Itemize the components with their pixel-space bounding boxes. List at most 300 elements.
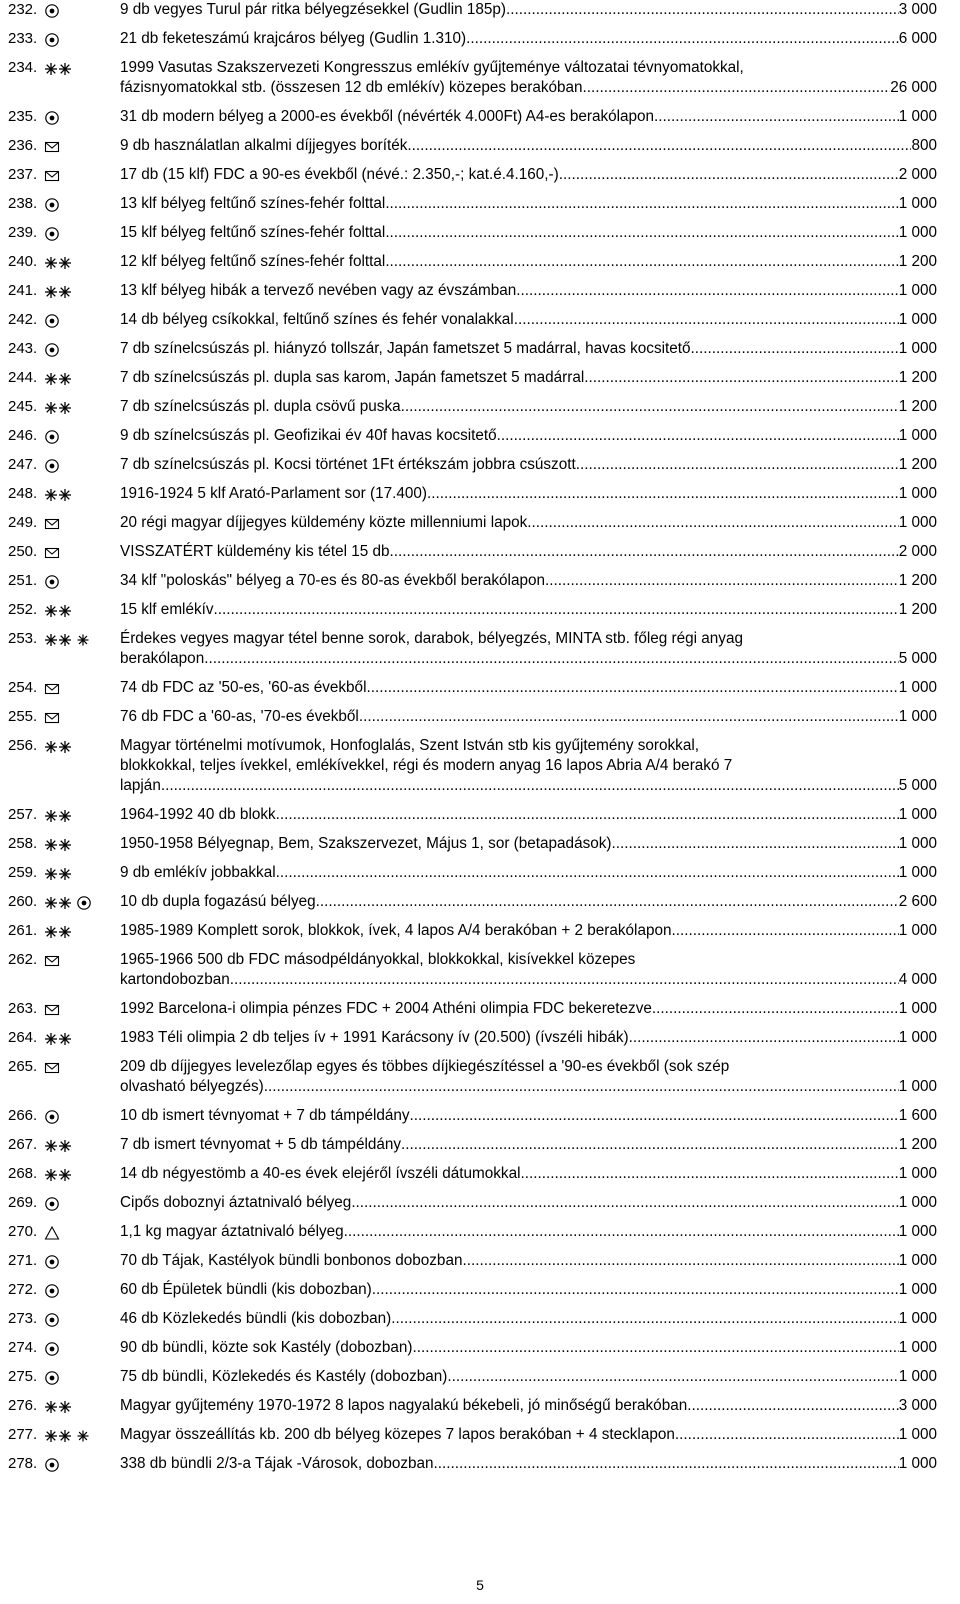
stamp-mint-double-icon bbox=[44, 603, 72, 619]
lot-number: 239. bbox=[8, 224, 38, 241]
lot-price-row bbox=[120, 310, 937, 330]
lot-description-line: fázisnyomatokkal stb. (összesen 12 db emlékív) közepes berakóban bbox=[120, 79, 583, 96]
lot-number: 275. bbox=[8, 1368, 38, 1385]
lot-condition-icons bbox=[44, 197, 60, 213]
lot-price-row bbox=[120, 1425, 937, 1445]
envelope-icon bbox=[44, 139, 60, 155]
lot-number: 247. bbox=[8, 456, 38, 473]
lot-description bbox=[120, 1251, 937, 1271]
lot-price-row bbox=[120, 1396, 937, 1416]
lot-description-line: VISSZATÉRT küldemény kis tétel 15 db bbox=[120, 543, 390, 560]
dot-leader bbox=[576, 455, 899, 475]
lot-condition-icons bbox=[44, 429, 60, 445]
stamp-used-icon bbox=[44, 313, 60, 329]
lot-condition-icons bbox=[44, 1341, 60, 1357]
stamp-used-icon bbox=[44, 1109, 60, 1125]
lot-description bbox=[120, 892, 937, 912]
lot-description bbox=[120, 58, 937, 98]
dot-leader bbox=[230, 970, 899, 990]
lot-price-row bbox=[120, 339, 937, 359]
lot-price-row bbox=[120, 1028, 937, 1048]
lot-price: 1 000 bbox=[898, 311, 937, 328]
lot-condition-icons bbox=[44, 1031, 72, 1047]
lot-price-row bbox=[120, 281, 937, 301]
lot-description bbox=[120, 1106, 937, 1126]
lot-price: 1 000 bbox=[898, 1455, 937, 1472]
lot-description bbox=[120, 0, 937, 20]
lot-description bbox=[120, 805, 937, 825]
lot-price: 1 000 bbox=[898, 1281, 937, 1298]
dot-leader bbox=[264, 1077, 899, 1097]
lot-description bbox=[120, 629, 937, 669]
lot-condition-icons bbox=[44, 837, 72, 853]
lot-number: 272. bbox=[8, 1281, 38, 1298]
lot-price: 1 000 bbox=[898, 679, 937, 696]
lot-price-row bbox=[120, 252, 937, 272]
lot-number: 257. bbox=[8, 806, 38, 823]
lot-description bbox=[120, 107, 937, 127]
dot-leader bbox=[385, 223, 898, 243]
dot-leader bbox=[652, 999, 899, 1019]
lot-price-row bbox=[120, 776, 937, 796]
lot-number: 246. bbox=[8, 427, 38, 444]
lot-price: 1 200 bbox=[898, 398, 937, 415]
stamp-mint-double-icon bbox=[44, 866, 72, 882]
lot-price: 1 000 bbox=[898, 1029, 937, 1046]
stamp-mint-double-icon bbox=[44, 61, 72, 77]
lot-price-row bbox=[120, 600, 937, 620]
lot-price: 1 000 bbox=[898, 1000, 937, 1017]
lot-description bbox=[120, 999, 937, 1019]
dot-leader bbox=[390, 542, 899, 562]
lot-price: 1 000 bbox=[898, 1165, 937, 1182]
lot-description bbox=[120, 281, 937, 301]
lot-price: 1 000 bbox=[898, 1252, 937, 1269]
dot-leader bbox=[276, 863, 899, 883]
lot-description bbox=[120, 513, 937, 533]
lot-description-line: 10 db dupla fogazású bélyeg bbox=[120, 893, 316, 910]
lot-price: 4 000 bbox=[898, 971, 937, 988]
lot-description bbox=[120, 1309, 937, 1329]
lot-description bbox=[120, 921, 937, 941]
lot-description-line: 75 db bündli, Közlekedés és Kastély (dobozban) bbox=[120, 1368, 448, 1385]
lot-condition-icons bbox=[44, 255, 72, 271]
lot-description-line: 60 db Épületek bündli (kis dobozban) bbox=[120, 1281, 372, 1298]
lot-number: 277. bbox=[8, 1426, 38, 1443]
dot-leader bbox=[214, 600, 899, 620]
lot-price: 2 000 bbox=[898, 166, 937, 183]
lot-condition-icons bbox=[44, 168, 60, 184]
lot-price-row bbox=[120, 542, 937, 562]
lot-price: 1 000 bbox=[898, 108, 937, 125]
lot-number: 264. bbox=[8, 1029, 38, 1046]
lot-condition-icons bbox=[44, 3, 60, 19]
envelope-icon bbox=[44, 168, 60, 184]
dot-leader bbox=[611, 834, 898, 854]
lot-price: 1 000 bbox=[898, 806, 937, 823]
lot-description bbox=[120, 1396, 937, 1416]
lot-description-line: 1916-1924 5 klf Arató-Parlament sor (17.400) bbox=[120, 485, 427, 502]
lot-price-row bbox=[120, 1106, 937, 1126]
lot-description-line: olvasható bélyegzés) bbox=[120, 1078, 264, 1095]
lot-description-line: 15 klf bélyeg feltűnő színes-fehér folttal bbox=[120, 224, 386, 241]
lot-description bbox=[120, 834, 937, 854]
lot-condition-icons bbox=[44, 1254, 60, 1270]
lot-description-line: 1,1 kg magyar áztatnivaló bélyeg bbox=[120, 1223, 344, 1240]
lot-description-line: 14 db bélyeg csíkokkal, feltűnő színes és fehér vonalakkal bbox=[120, 311, 514, 328]
dot-leader bbox=[276, 805, 899, 825]
lot-description-line: 1983 Téli olimpia 2 db teljes ív + 1991 Karácsony ív (20.500) (ívszéli hibák) bbox=[120, 1029, 629, 1046]
lot-description bbox=[120, 571, 937, 591]
lot-condition-icons bbox=[44, 808, 72, 824]
lot-condition-icons bbox=[44, 1283, 60, 1299]
dot-leader bbox=[654, 107, 899, 127]
dot-leader bbox=[385, 194, 898, 214]
lot-price: 1 200 bbox=[898, 601, 937, 618]
lot-price-row bbox=[120, 426, 937, 446]
lot-number: 258. bbox=[8, 835, 38, 852]
stamp-hinged-icon bbox=[76, 1428, 90, 1444]
lot-price-row bbox=[120, 484, 937, 504]
stamp-used-icon bbox=[44, 110, 60, 126]
lot-description-line: 70 db Tájak, Kastélyok bündli bonbonos dobozban bbox=[120, 1252, 463, 1269]
lot-number: 262. bbox=[8, 951, 38, 968]
lot-description-line: 1999 Vasutas Szakszervezeti Kongresszus emlékív gyűjteménye változatai tévnyomatokkal, bbox=[120, 59, 744, 76]
lot-condition-icons bbox=[44, 1196, 60, 1212]
lot-description-line: 9 db vegyes Turul pár ritka bélyegzésekkel (Gudlin 185p) bbox=[120, 1, 507, 18]
stamp-mint-double-icon bbox=[44, 487, 72, 503]
lot-description bbox=[120, 1164, 937, 1184]
lot-description bbox=[120, 707, 937, 727]
lot-description bbox=[120, 339, 937, 359]
lot-number: 244. bbox=[8, 369, 38, 386]
lot-description bbox=[120, 1193, 937, 1213]
lot-description bbox=[120, 136, 937, 156]
dot-leader bbox=[506, 0, 899, 20]
lot-price: 1 000 bbox=[898, 1078, 937, 1095]
stamp-used-icon bbox=[44, 1196, 60, 1212]
lot-number: 249. bbox=[8, 514, 38, 531]
dot-leader bbox=[434, 1454, 899, 1474]
lot-condition-icons bbox=[44, 226, 60, 242]
lot-description bbox=[120, 194, 937, 214]
lot-number: 232. bbox=[8, 1, 38, 18]
dot-leader bbox=[559, 165, 899, 185]
lot-description-line: Magyar összeállítás kb. 200 db bélyeg közepes 7 lapos berakóban + 4 stecklapon bbox=[120, 1426, 675, 1443]
lot-price-row bbox=[120, 1367, 937, 1387]
lot-number: 254. bbox=[8, 679, 38, 696]
lot-description bbox=[120, 455, 937, 475]
lot-number: 259. bbox=[8, 864, 38, 881]
lot-price-row bbox=[120, 107, 937, 127]
lot-description bbox=[120, 165, 937, 185]
lot-description-line: Magyar gyűjtemény 1970-1972 8 lapos nagyalakú békebeli, jó minőségű berakóban bbox=[120, 1397, 688, 1414]
lot-description bbox=[120, 863, 937, 883]
lot-price: 1 000 bbox=[898, 224, 937, 241]
envelope-icon bbox=[44, 1060, 60, 1076]
lot-condition-icons bbox=[44, 32, 60, 48]
lot-number: 242. bbox=[8, 311, 38, 328]
lot-description bbox=[120, 1425, 937, 1445]
lot-number: 240. bbox=[8, 253, 38, 270]
lot-description-line: 338 db bündli 2/3-a Tájak -Városok, dobozban bbox=[120, 1455, 434, 1472]
lot-number: 248. bbox=[8, 485, 38, 502]
lot-price: 1 000 bbox=[898, 835, 937, 852]
lot-price-row bbox=[120, 1077, 937, 1097]
lot-description bbox=[120, 1280, 937, 1300]
lot-number: 263. bbox=[8, 1000, 38, 1017]
lot-number: 273. bbox=[8, 1310, 38, 1327]
lot-description-line: 1985-1989 Komplett sorok, blokkok, ívek, 4 lapos A/4 berakóban + 2 berakólapon bbox=[120, 922, 672, 939]
lot-number: 243. bbox=[8, 340, 38, 357]
lot-description bbox=[120, 484, 937, 504]
lot-price: 6 000 bbox=[898, 30, 937, 47]
dot-leader bbox=[584, 368, 898, 388]
page-number: 5 bbox=[476, 1577, 484, 1593]
stamp-mint-double-icon bbox=[44, 924, 72, 940]
stamp-mint-double-icon bbox=[44, 400, 72, 416]
lot-price-row bbox=[120, 368, 937, 388]
dot-leader bbox=[359, 707, 899, 727]
lot-price-row bbox=[120, 1222, 937, 1242]
lot-number: 252. bbox=[8, 601, 38, 618]
lot-description bbox=[120, 1135, 937, 1155]
lot-description bbox=[120, 223, 937, 243]
lot-price: 1 000 bbox=[898, 340, 937, 357]
lot-price-row bbox=[120, 834, 937, 854]
lot-description-line: 13 klf bélyeg feltűnő színes-fehér folttal bbox=[120, 195, 386, 212]
lot-price-row bbox=[120, 1309, 937, 1329]
stamp-used-icon bbox=[44, 1341, 60, 1357]
lot-price-row bbox=[120, 678, 937, 698]
lot-condition-icons bbox=[44, 1138, 72, 1154]
lot-condition-icons bbox=[44, 284, 72, 300]
lot-price: 1 200 bbox=[898, 1136, 937, 1153]
envelope-icon bbox=[44, 953, 60, 969]
lot-condition-icons bbox=[44, 866, 72, 882]
lot-price: 1 200 bbox=[898, 369, 937, 386]
lot-description bbox=[120, 1338, 937, 1358]
lot-description-line: 31 db modern bélyeg a 2000-es évekből (névérték 4.000Ft) A4-es berakólapon bbox=[120, 108, 655, 125]
dot-leader bbox=[407, 136, 911, 156]
lot-description-line: 7 db színelcsúszás pl. dupla csövű puska bbox=[120, 398, 401, 415]
lot-description-line: 13 klf bélyeg hibák a tervező nevében vagy az évszámban bbox=[120, 282, 517, 299]
lot-price-row bbox=[120, 1251, 937, 1271]
stamp-mint-double-icon bbox=[44, 837, 72, 853]
lot-number: 251. bbox=[8, 572, 38, 589]
lot-number: 267. bbox=[8, 1136, 38, 1153]
dot-leader bbox=[351, 1193, 898, 1213]
dot-leader bbox=[687, 1396, 899, 1416]
lot-condition-icons bbox=[44, 1060, 60, 1076]
lot-price-row bbox=[120, 1454, 937, 1474]
lot-description-line: 14 db négyestömb a 40-es évek elejéről ívszéli dátumokkal bbox=[120, 1165, 521, 1182]
lot-condition-icons bbox=[44, 139, 60, 155]
lot-description bbox=[120, 29, 937, 49]
lot-number: 271. bbox=[8, 1252, 38, 1269]
dot-leader bbox=[344, 1222, 899, 1242]
lot-price-row bbox=[120, 136, 937, 156]
dot-leader bbox=[527, 513, 898, 533]
envelope-icon bbox=[44, 545, 60, 561]
stamp-mint-double-icon bbox=[44, 895, 72, 911]
lot-condition-icons bbox=[44, 1167, 72, 1183]
stamp-used-icon bbox=[44, 1283, 60, 1299]
dot-leader bbox=[497, 426, 899, 446]
lot-description-line: 21 db feketeszámú krajcáros bélyeg (Gudlin 1.310) bbox=[120, 30, 467, 47]
lot-description bbox=[120, 252, 937, 272]
lot-price-row bbox=[120, 892, 937, 912]
lot-price: 1 200 bbox=[898, 572, 937, 589]
lot-condition-icons bbox=[44, 1370, 60, 1386]
stamp-used-icon bbox=[44, 32, 60, 48]
lot-condition-icons bbox=[44, 487, 72, 503]
envelope-icon bbox=[44, 1002, 60, 1018]
lot-price-row bbox=[120, 29, 937, 49]
lot-price-row bbox=[120, 571, 937, 591]
lot-description-line: Magyar történelmi motívumok, Honfoglalás, Szent István stb kis gyűjtemény sorokkal, bbox=[120, 737, 699, 754]
lot-price: 5 000 bbox=[898, 650, 937, 667]
stamp-used-icon bbox=[44, 1370, 60, 1386]
lot-description-line: Cipős doboznyi áztatnivaló bélyeg bbox=[120, 1194, 352, 1211]
lot-price: 1 000 bbox=[898, 1194, 937, 1211]
stamp-mint-double-icon bbox=[44, 1399, 72, 1415]
dot-leader bbox=[372, 1280, 899, 1300]
lot-description-line: 1964-1992 40 db blokk bbox=[120, 806, 276, 823]
lot-price-row bbox=[120, 455, 937, 475]
lot-condition-icons bbox=[44, 603, 72, 619]
lot-number: 236. bbox=[8, 137, 38, 154]
lot-price-row bbox=[120, 649, 937, 669]
lot-condition-icons bbox=[44, 924, 72, 940]
lot-condition-icons bbox=[44, 739, 72, 755]
lot-condition-icons bbox=[44, 342, 60, 358]
lot-description bbox=[120, 1454, 937, 1474]
lot-condition-icons bbox=[44, 895, 92, 911]
triangle-icon bbox=[44, 1225, 60, 1241]
lot-description-line: 90 db bündli, közte sok Kastély (dobozban) bbox=[120, 1339, 413, 1356]
lot-number: 256. bbox=[8, 737, 38, 754]
stamp-mint-double-icon bbox=[44, 739, 72, 755]
lot-price: 1 000 bbox=[898, 282, 937, 299]
lot-price-row bbox=[120, 707, 937, 727]
stamp-used-icon bbox=[44, 574, 60, 590]
lot-condition-icons bbox=[44, 516, 60, 532]
lot-price-row bbox=[120, 1193, 937, 1213]
lot-description bbox=[120, 736, 937, 796]
lot-condition-icons bbox=[44, 1002, 60, 1018]
lot-condition-icons bbox=[44, 313, 60, 329]
dot-leader bbox=[316, 892, 899, 912]
stamp-used-icon bbox=[44, 1254, 60, 1270]
lot-description-line: blokkokkal, teljes ívekkel, emlékívekkel, régi és modern anyag 16 lapos Abria A/4 berakó 7 bbox=[120, 757, 733, 774]
stamp-mint-double-icon bbox=[44, 371, 72, 387]
stamp-mint-double-icon bbox=[44, 1031, 72, 1047]
lot-price: 26 000 bbox=[890, 79, 937, 96]
lot-number: 268. bbox=[8, 1165, 38, 1182]
lot-price-row bbox=[120, 863, 937, 883]
lot-price-row bbox=[120, 970, 937, 990]
stamp-mint-double-icon bbox=[44, 808, 72, 824]
envelope-icon bbox=[44, 681, 60, 697]
lot-description-line: 1965-1966 500 db FDC másodpéldányokkal, blokkokkal, kisívekkel közepes bbox=[120, 951, 636, 968]
lot-price: 1 000 bbox=[898, 864, 937, 881]
stamp-mint-double-icon bbox=[44, 1167, 72, 1183]
lot-price: 1 000 bbox=[898, 922, 937, 939]
stamp-used-icon bbox=[44, 458, 60, 474]
lot-condition-icons bbox=[44, 110, 60, 126]
lot-number: 270. bbox=[8, 1223, 38, 1240]
lot-description-line: berakólapon bbox=[120, 650, 205, 667]
lot-price-row bbox=[120, 223, 937, 243]
lot-price: 1 600 bbox=[898, 1107, 937, 1124]
lot-description-line: 7 db ismert tévnyomat + 5 db támpéldány bbox=[120, 1136, 402, 1153]
lot-description-line: 209 db díjjegyes levelezőlap egyes és többes díjkiegészítéssel a '90-es évekből (sok szép bbox=[120, 1058, 730, 1075]
lot-description bbox=[120, 426, 937, 446]
dot-leader bbox=[413, 1338, 899, 1358]
lot-price-row bbox=[120, 165, 937, 185]
lot-price: 1 000 bbox=[898, 1223, 937, 1240]
lot-number: 274. bbox=[8, 1339, 38, 1356]
lot-description-line: 7 db színelcsúszás pl. Kocsi történet 1Ft értékszám jobbra csúszott bbox=[120, 456, 576, 473]
lot-price-row bbox=[120, 194, 937, 214]
lot-description bbox=[120, 678, 937, 698]
lot-description-line: 9 db színelcsúszás pl. Geofizikai év 40f havas kocsitető bbox=[120, 427, 497, 444]
lot-price-row bbox=[120, 999, 937, 1019]
lot-description-line: 1992 Barcelona-i olimpia pénzes FDC + 2004 Athéni olimpia FDC bekeretezve bbox=[120, 1000, 652, 1017]
dot-leader bbox=[391, 1309, 898, 1329]
stamp-used-icon bbox=[44, 197, 60, 213]
lot-price: 1 000 bbox=[898, 708, 937, 725]
lot-description-line: 34 klf "poloskás" bélyeg a 70-es és 80-as évekből berakólapon bbox=[120, 572, 545, 589]
lot-description-line: 20 régi magyar díjjegyes küldemény közte millenniumi lapok bbox=[120, 514, 528, 531]
lot-number: 233. bbox=[8, 30, 38, 47]
dot-leader bbox=[514, 310, 899, 330]
lot-description bbox=[120, 950, 937, 990]
stamp-used-icon bbox=[44, 3, 60, 19]
lot-condition-icons bbox=[44, 681, 60, 697]
lot-number: 238. bbox=[8, 195, 38, 212]
lot-description-line: Érdekes vegyes magyar tétel benne sorok, darabok, bélyegzés, MINTA stb. főleg régi anyag bbox=[120, 630, 743, 647]
lot-number: 241. bbox=[8, 282, 38, 299]
stamp-used-icon bbox=[44, 226, 60, 242]
lot-price-row bbox=[120, 1338, 937, 1358]
dot-leader bbox=[521, 1164, 899, 1184]
lot-price: 1 000 bbox=[898, 1339, 937, 1356]
lot-price-row bbox=[120, 921, 937, 941]
lot-description-line: 7 db színelcsúszás pl. dupla sas karom, Japán fametszet 5 madárral bbox=[120, 369, 585, 386]
lot-price: 3 000 bbox=[898, 1397, 937, 1414]
lot-description-line: 12 klf bélyeg feltűnő színes-fehér folttal bbox=[120, 253, 386, 270]
dot-leader bbox=[366, 678, 898, 698]
stamp-used-icon bbox=[44, 1457, 60, 1473]
dot-leader bbox=[447, 1367, 898, 1387]
dot-leader bbox=[675, 1425, 899, 1445]
lot-condition-icons bbox=[44, 1457, 60, 1473]
dot-leader bbox=[671, 921, 898, 941]
dot-leader bbox=[401, 1135, 899, 1155]
lot-price: 1 000 bbox=[898, 485, 937, 502]
lot-number: 255. bbox=[8, 708, 38, 725]
lot-price-row bbox=[120, 78, 937, 98]
dot-leader bbox=[427, 484, 899, 504]
lot-number: 234. bbox=[8, 59, 38, 76]
lot-description-line: 9 db emlékív jobbakkal bbox=[120, 864, 276, 881]
envelope-icon bbox=[44, 516, 60, 532]
lot-condition-icons bbox=[44, 632, 90, 648]
lot-description bbox=[120, 1057, 937, 1097]
stamp-hinged-icon bbox=[76, 632, 90, 648]
